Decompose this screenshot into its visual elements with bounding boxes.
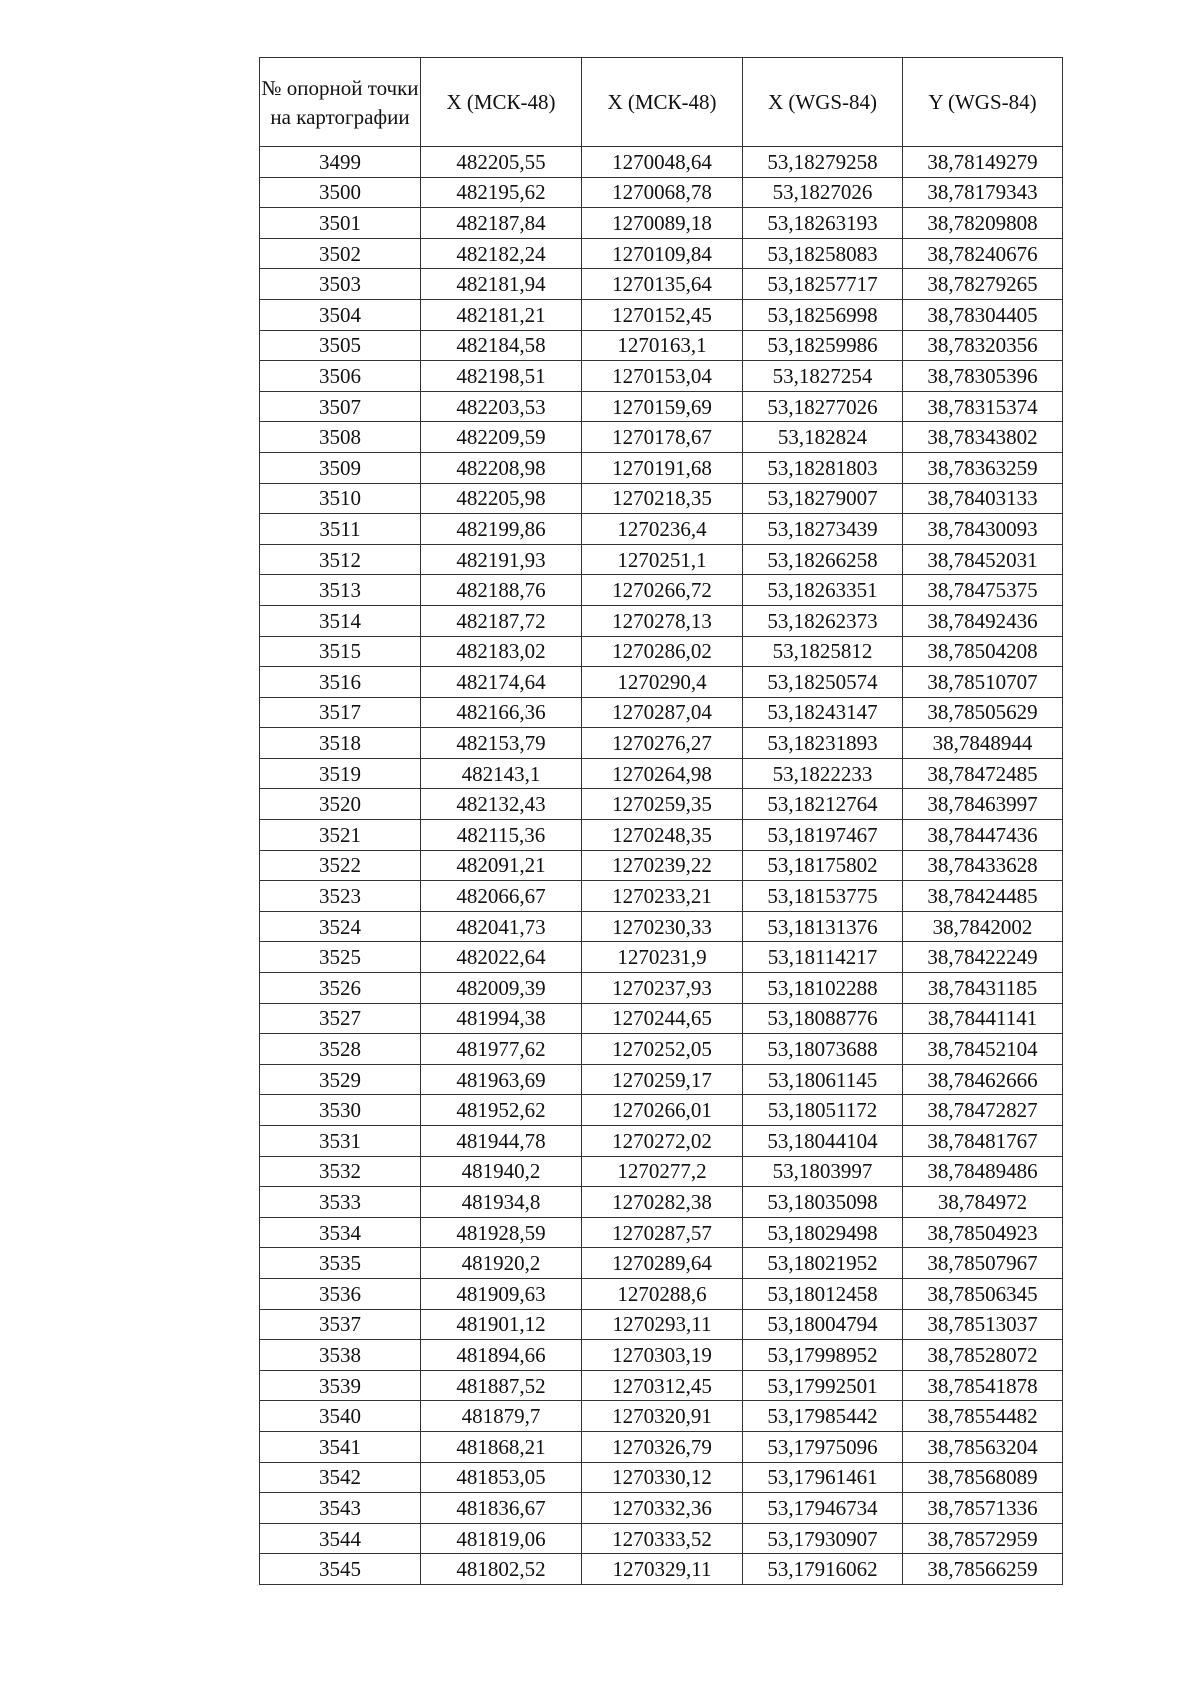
cell-x-msk48-second: 1270282,38 [582,1187,743,1218]
cell-y-wgs84: 38,7842002 [903,911,1063,942]
cell-x-wgs84: 53,18102288 [743,973,903,1004]
cell-x-msk48-second: 1270266,72 [582,575,743,606]
cell-x-msk48: 481977,62 [421,1034,582,1065]
cell-point-number: 3521 [260,820,421,851]
cell-point-number: 3527 [260,1003,421,1034]
cell-y-wgs84: 38,78305396 [903,361,1063,392]
cell-x-msk48: 481952,62 [421,1095,582,1126]
table-row [260,1401,1063,1432]
cell-x-wgs84: 53,18035098 [743,1187,903,1218]
cell-point-number: 3512 [260,544,421,575]
cell-x-wgs84: 53,18266258 [743,544,903,575]
cell-x-wgs84: 53,18273439 [743,514,903,545]
table-row [260,575,1063,606]
cell-x-wgs84: 53,17998952 [743,1340,903,1371]
cell-x-msk48-second: 1270332,36 [582,1493,743,1524]
cell-x-msk48-second: 1270289,64 [582,1248,743,1279]
table-row [260,1523,1063,1554]
cell-y-wgs84: 38,78505629 [903,697,1063,728]
cell-x-msk48-second: 1270159,69 [582,391,743,422]
cell-y-wgs84: 38,78447436 [903,820,1063,851]
cell-point-number: 3519 [260,758,421,789]
coordinates-table [259,57,1063,1585]
cell-point-number: 3502 [260,238,421,269]
cell-x-wgs84: 53,182824 [743,422,903,453]
cell-y-wgs84: 38,7848944 [903,728,1063,759]
cell-x-msk48-second: 1270277,2 [582,1156,743,1187]
table-row [260,1248,1063,1279]
cell-point-number: 3536 [260,1278,421,1309]
table-row [260,1309,1063,1340]
table-row [260,177,1063,208]
table-row [260,1217,1063,1248]
table-row [260,820,1063,851]
cell-x-msk48-second: 1270293,11 [582,1309,743,1340]
table-row [260,452,1063,483]
table-row [260,1156,1063,1187]
cell-x-msk48-second: 1270178,67 [582,422,743,453]
cell-point-number: 3510 [260,483,421,514]
cell-x-msk48-second: 1270109,84 [582,238,743,269]
cell-x-wgs84: 53,18131376 [743,911,903,942]
table-row [260,1064,1063,1095]
cell-x-msk48: 482184,58 [421,330,582,361]
table-row [260,1340,1063,1371]
cell-x-msk48: 482009,39 [421,973,582,1004]
cell-x-msk48: 481853,05 [421,1462,582,1493]
cell-x-msk48: 481940,2 [421,1156,582,1187]
cell-x-wgs84: 53,17946734 [743,1493,903,1524]
cell-x-msk48-second: 1270333,52 [582,1523,743,1554]
cell-x-msk48-second: 1270266,01 [582,1095,743,1126]
table-row [260,636,1063,667]
cell-x-msk48-second: 1270259,17 [582,1064,743,1095]
cell-x-msk48: 481894,66 [421,1340,582,1371]
cell-y-wgs84: 38,78209808 [903,208,1063,239]
cell-y-wgs84: 38,78510707 [903,667,1063,698]
cell-x-msk48: 482174,64 [421,667,582,698]
cell-y-wgs84: 38,78424485 [903,881,1063,912]
cell-y-wgs84: 38,78430093 [903,514,1063,545]
cell-x-msk48-second: 1270329,11 [582,1554,743,1585]
cell-x-msk48-second: 1270330,12 [582,1462,743,1493]
cell-y-wgs84: 38,78472485 [903,758,1063,789]
table-row [260,1554,1063,1585]
table-row [260,483,1063,514]
cell-point-number: 3499 [260,147,421,178]
cell-y-wgs84: 38,78149279 [903,147,1063,178]
cell-x-msk48: 481802,52 [421,1554,582,1585]
cell-x-msk48: 482208,98 [421,452,582,483]
cell-y-wgs84: 38,78563204 [903,1431,1063,1462]
cell-x-msk48-second: 1270089,18 [582,208,743,239]
cell-x-wgs84: 53,18259986 [743,330,903,361]
cell-x-wgs84: 53,18243147 [743,697,903,728]
cell-x-msk48: 482199,86 [421,514,582,545]
cell-y-wgs84: 38,78441141 [903,1003,1063,1034]
cell-point-number: 3507 [260,391,421,422]
cell-point-number: 3501 [260,208,421,239]
cell-x-wgs84: 53,1803997 [743,1156,903,1187]
cell-x-wgs84: 53,1825812 [743,636,903,667]
cell-point-number: 3515 [260,636,421,667]
cell-y-wgs84: 38,78554482 [903,1401,1063,1432]
cell-point-number: 3525 [260,942,421,973]
cell-x-msk48: 481909,63 [421,1278,582,1309]
cell-x-wgs84: 53,18256998 [743,299,903,330]
table-row [260,1003,1063,1034]
table-row [260,850,1063,881]
cell-point-number: 3540 [260,1401,421,1432]
table-row [260,1278,1063,1309]
cell-x-msk48: 482066,67 [421,881,582,912]
table-row [260,728,1063,759]
cell-point-number: 3541 [260,1431,421,1462]
cell-y-wgs84: 38,78489486 [903,1156,1063,1187]
cell-y-wgs84: 38,78179343 [903,177,1063,208]
cell-x-msk48: 482182,24 [421,238,582,269]
cell-y-wgs84: 38,78343802 [903,422,1063,453]
cell-point-number: 3520 [260,789,421,820]
cell-point-number: 3528 [260,1034,421,1065]
cell-point-number: 3514 [260,605,421,636]
table-row [260,789,1063,820]
cell-y-wgs84: 38,784972 [903,1187,1063,1218]
header-point-number: № опорной точки на картографии [260,58,421,147]
cell-x-msk48-second: 1270326,79 [582,1431,743,1462]
cell-x-msk48: 481944,78 [421,1126,582,1157]
cell-y-wgs84: 38,78528072 [903,1340,1063,1371]
header-x-wgs84: X (WGS-84) [743,58,903,147]
cell-x-wgs84: 53,18279258 [743,147,903,178]
cell-x-msk48-second: 1270259,35 [582,789,743,820]
cell-x-msk48-second: 1270135,64 [582,269,743,300]
cell-x-msk48-second: 1270239,22 [582,850,743,881]
cell-x-msk48: 482198,51 [421,361,582,392]
cell-point-number: 3504 [260,299,421,330]
cell-y-wgs84: 38,78513037 [903,1309,1063,1340]
cell-x-msk48-second: 1270290,4 [582,667,743,698]
cell-x-msk48-second: 1270231,9 [582,942,743,973]
cell-y-wgs84: 38,78475375 [903,575,1063,606]
table-row [260,1462,1063,1493]
cell-point-number: 3526 [260,973,421,1004]
cell-y-wgs84: 38,78504208 [903,636,1063,667]
cell-point-number: 3533 [260,1187,421,1218]
cell-y-wgs84: 38,78504923 [903,1217,1063,1248]
cell-x-wgs84: 53,18044104 [743,1126,903,1157]
cell-x-msk48-second: 1270276,27 [582,728,743,759]
table-row [260,881,1063,912]
cell-x-wgs84: 53,18258083 [743,238,903,269]
cell-x-msk48: 482187,72 [421,605,582,636]
cell-x-msk48-second: 1270153,04 [582,361,743,392]
cell-point-number: 3503 [260,269,421,300]
cell-y-wgs84: 38,78431185 [903,973,1063,1004]
cell-x-wgs84: 53,17985442 [743,1401,903,1432]
cell-x-wgs84: 53,18088776 [743,1003,903,1034]
cell-point-number: 3530 [260,1095,421,1126]
cell-x-msk48-second: 1270278,13 [582,605,743,636]
cell-x-msk48: 482203,53 [421,391,582,422]
cell-x-msk48-second: 1270244,65 [582,1003,743,1034]
cell-point-number: 3538 [260,1340,421,1371]
cell-x-msk48: 482115,36 [421,820,582,851]
cell-x-msk48-second: 1270312,45 [582,1370,743,1401]
cell-x-wgs84: 53,17916062 [743,1554,903,1585]
cell-x-msk48: 482091,21 [421,850,582,881]
cell-y-wgs84: 38,78452031 [903,544,1063,575]
cell-x-msk48-second: 1270163,1 [582,330,743,361]
table-row [260,1370,1063,1401]
cell-x-msk48-second: 1270251,1 [582,544,743,575]
cell-y-wgs84: 38,78463997 [903,789,1063,820]
cell-x-msk48: 481928,59 [421,1217,582,1248]
cell-x-wgs84: 53,1827254 [743,361,903,392]
table-row [260,1034,1063,1065]
table-row [260,238,1063,269]
cell-y-wgs84: 38,78403133 [903,483,1063,514]
table-row [260,147,1063,178]
cell-point-number: 3534 [260,1217,421,1248]
cell-y-wgs84: 38,78507967 [903,1248,1063,1279]
cell-x-msk48-second: 1270248,35 [582,820,743,851]
cell-y-wgs84: 38,78481767 [903,1126,1063,1157]
cell-point-number: 3522 [260,850,421,881]
table-row [260,973,1063,1004]
cell-x-msk48-second: 1270233,21 [582,881,743,912]
cell-x-wgs84: 53,1822233 [743,758,903,789]
cell-point-number: 3524 [260,911,421,942]
table-row [260,911,1063,942]
cell-x-msk48: 482191,93 [421,544,582,575]
cell-x-wgs84: 53,1827026 [743,177,903,208]
cell-x-wgs84: 53,17992501 [743,1370,903,1401]
cell-point-number: 3523 [260,881,421,912]
cell-y-wgs84: 38,78566259 [903,1554,1063,1585]
cell-y-wgs84: 38,78462666 [903,1064,1063,1095]
cell-point-number: 3532 [260,1156,421,1187]
cell-x-msk48: 482205,55 [421,147,582,178]
cell-x-wgs84: 53,18012458 [743,1278,903,1309]
cell-x-msk48: 481994,38 [421,1003,582,1034]
cell-x-msk48-second: 1270152,45 [582,299,743,330]
cell-x-msk48-second: 1270264,98 [582,758,743,789]
table-row [260,269,1063,300]
cell-x-msk48: 481887,52 [421,1370,582,1401]
cell-point-number: 3544 [260,1523,421,1554]
cell-x-msk48: 482195,62 [421,177,582,208]
cell-x-wgs84: 53,18257717 [743,269,903,300]
cell-x-wgs84: 53,17975096 [743,1431,903,1462]
table-row [260,697,1063,728]
cell-x-msk48-second: 1270068,78 [582,177,743,208]
cell-x-msk48: 481920,2 [421,1248,582,1279]
cell-y-wgs84: 38,78240676 [903,238,1063,269]
cell-x-msk48: 482022,64 [421,942,582,973]
cell-x-msk48: 482181,94 [421,269,582,300]
cell-x-wgs84: 53,18281803 [743,452,903,483]
header-y-wgs84: Y (WGS-84) [903,58,1063,147]
table-row [260,330,1063,361]
cell-y-wgs84: 38,78363259 [903,452,1063,483]
cell-x-wgs84: 53,18073688 [743,1034,903,1065]
header-row [260,58,1063,147]
cell-point-number: 3529 [260,1064,421,1095]
cell-point-number: 3509 [260,452,421,483]
cell-x-msk48: 482188,76 [421,575,582,606]
cell-x-msk48-second: 1270272,02 [582,1126,743,1157]
cell-x-msk48-second: 1270230,33 [582,911,743,942]
cell-y-wgs84: 38,78320356 [903,330,1063,361]
cell-y-wgs84: 38,78304405 [903,299,1063,330]
cell-x-wgs84: 53,18263351 [743,575,903,606]
cell-x-msk48-second: 1270252,05 [582,1034,743,1065]
table-row [260,361,1063,392]
cell-point-number: 3545 [260,1554,421,1585]
cell-x-msk48: 481901,12 [421,1309,582,1340]
table-row [260,1431,1063,1462]
cell-x-msk48: 481934,8 [421,1187,582,1218]
table-row [260,1126,1063,1157]
cell-point-number: 3531 [260,1126,421,1157]
cell-y-wgs84: 38,78506345 [903,1278,1063,1309]
table-row [260,544,1063,575]
table-body [260,147,1063,1585]
table-row [260,422,1063,453]
cell-x-msk48: 482205,98 [421,483,582,514]
cell-x-msk48: 482166,36 [421,697,582,728]
cell-x-msk48-second: 1270303,19 [582,1340,743,1371]
cell-x-wgs84: 53,17930907 [743,1523,903,1554]
cell-x-wgs84: 53,18277026 [743,391,903,422]
cell-x-wgs84: 53,18004794 [743,1309,903,1340]
cell-x-msk48: 482132,43 [421,789,582,820]
table-row [260,605,1063,636]
cell-y-wgs84: 38,78541878 [903,1370,1063,1401]
cell-point-number: 3516 [260,667,421,698]
cell-x-msk48-second: 1270320,91 [582,1401,743,1432]
cell-x-msk48: 482143,1 [421,758,582,789]
cell-point-number: 3518 [260,728,421,759]
cell-x-msk48-second: 1270191,68 [582,452,743,483]
table-row [260,667,1063,698]
cell-x-msk48-second: 1270218,35 [582,483,743,514]
cell-x-msk48: 481963,69 [421,1064,582,1095]
cell-point-number: 3542 [260,1462,421,1493]
cell-point-number: 3517 [260,697,421,728]
cell-y-wgs84: 38,78433628 [903,850,1063,881]
table-row [260,299,1063,330]
table-row [260,1187,1063,1218]
cell-x-msk48-second: 1270048,64 [582,147,743,178]
cell-x-msk48-second: 1270287,04 [582,697,743,728]
table-row [260,208,1063,239]
cell-point-number: 3537 [260,1309,421,1340]
cell-x-wgs84: 53,18263193 [743,208,903,239]
table-row [260,391,1063,422]
cell-x-wgs84: 53,18197467 [743,820,903,851]
cell-x-wgs84: 53,18029498 [743,1217,903,1248]
cell-x-wgs84: 53,18051172 [743,1095,903,1126]
cell-x-msk48-second: 1270236,4 [582,514,743,545]
cell-y-wgs84: 38,78492436 [903,605,1063,636]
cell-x-wgs84: 53,18231893 [743,728,903,759]
cell-x-msk48-second: 1270286,02 [582,636,743,667]
cell-point-number: 3539 [260,1370,421,1401]
cell-x-wgs84: 53,18175802 [743,850,903,881]
table-header [260,58,1063,147]
cell-y-wgs84: 38,78279265 [903,269,1063,300]
cell-x-wgs84: 53,18021952 [743,1248,903,1279]
table-row [260,758,1063,789]
cell-x-wgs84: 53,18061145 [743,1064,903,1095]
cell-y-wgs84: 38,78315374 [903,391,1063,422]
cell-point-number: 3513 [260,575,421,606]
cell-x-wgs84: 53,18212764 [743,789,903,820]
header-x-msk48: X (МСК-48) [421,58,582,147]
cell-y-wgs84: 38,78422249 [903,942,1063,973]
cell-point-number: 3508 [260,422,421,453]
cell-y-wgs84: 38,78472827 [903,1095,1063,1126]
cell-x-msk48: 481879,7 [421,1401,582,1432]
cell-point-number: 3535 [260,1248,421,1279]
cell-y-wgs84: 38,78568089 [903,1462,1063,1493]
cell-x-msk48: 482041,73 [421,911,582,942]
cell-x-msk48-second: 1270288,6 [582,1278,743,1309]
cell-y-wgs84: 38,78572959 [903,1523,1063,1554]
cell-point-number: 3505 [260,330,421,361]
cell-x-msk48-second: 1270237,93 [582,973,743,1004]
cell-x-wgs84: 53,18114217 [743,942,903,973]
cell-x-wgs84: 53,18279007 [743,483,903,514]
cell-x-msk48: 481819,06 [421,1523,582,1554]
table-row [260,942,1063,973]
cell-x-msk48: 482153,79 [421,728,582,759]
cell-x-wgs84: 53,17961461 [743,1462,903,1493]
cell-point-number: 3506 [260,361,421,392]
cell-x-wgs84: 53,18262373 [743,605,903,636]
cell-x-msk48-second: 1270287,57 [582,1217,743,1248]
table-row [260,1095,1063,1126]
cell-point-number: 3543 [260,1493,421,1524]
cell-point-number: 3500 [260,177,421,208]
cell-x-msk48: 482181,21 [421,299,582,330]
cell-x-msk48: 482187,84 [421,208,582,239]
cell-x-wgs84: 53,18153775 [743,881,903,912]
cell-x-wgs84: 53,18250574 [743,667,903,698]
cell-y-wgs84: 38,78571336 [903,1493,1063,1524]
cell-x-msk48: 482209,59 [421,422,582,453]
table-row [260,1493,1063,1524]
cell-point-number: 3511 [260,514,421,545]
header-x-msk48-second: X (МСК-48) [582,58,743,147]
cell-y-wgs84: 38,78452104 [903,1034,1063,1065]
table-row [260,514,1063,545]
cell-x-msk48: 481836,67 [421,1493,582,1524]
cell-x-msk48: 481868,21 [421,1431,582,1462]
cell-x-msk48: 482183,02 [421,636,582,667]
